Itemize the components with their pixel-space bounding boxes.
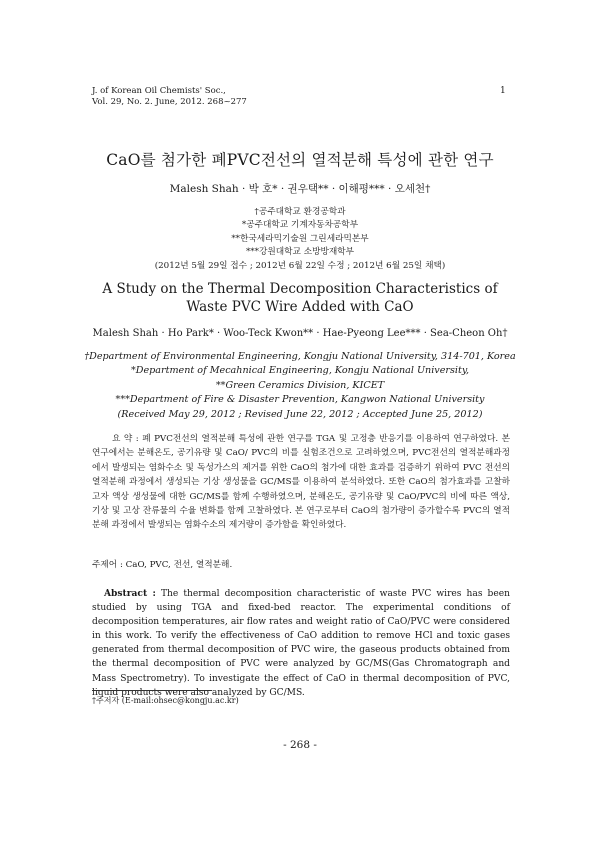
journal-line-1: J. of Korean Oil Chemists' Soc., [92,86,226,96]
korean-keywords: 주제어 : CaO, PVC, 전선, 열적분해. [92,560,233,570]
korean-affiliation: †공주대학교 환경공학과 [254,207,346,217]
english-title-line-1: A Study on the Thermal Decomposition Characteristics of [102,281,498,297]
journal-citation [92,86,247,108]
journal-line-2: Vol. 29, No. 2. June, 2012. 268~277 [92,97,247,107]
abstract-text: The thermal decomposition characteristic of waste PVC wires has been studied by using TGA and fixed-bed reactor. The experimental conditions of decomposition temperatures, air flow rates and weight ratio of CaO/PVC were considered in this work. To verify the effectiveness of CaO addition to remove HCl and toxic gases generated from thermal decomposition of PVC wire, the gaseous products obtained from the thermal decomposition of PVC were analyzed by GC/MS(Gas Chromatograph and Mass Spectrometry). To investigate the effect of CaO in thermal decomposition of PVC, liquid products were also analyzed by GC/MS. [92,589,510,698]
footer-page-number: - 268 - [283,739,317,751]
english-affiliation: **Green Ceramics Division, KICET [215,379,385,391]
korean-title: CaO를 첨가한 폐PVC전선의 열적분해 특성에 관한 연구 [106,151,494,169]
korean-affiliation: ***강원대학교 소방방재학부 [245,247,355,258]
footnote: †주저자 (E-mail:ohsec@kongju.ac.kr) [92,696,239,705]
english-affiliation: *Department of Mecahnical Engineering, Kongju National University, [130,365,470,377]
english-authors: Malesh Shah · Ho Park* · Woo-Teck Kwon** · Hae-Pyeong Lee*** · Sea-Cheon Oh† [92,328,508,339]
english-affiliations [0,350,600,422]
english-title [0,281,600,316]
korean-affiliations [0,206,600,273]
korean-abstract: 요 약 : 폐 PVC전선의 열적분해 특성에 관한 연구를 TGA 및 고정층 반응기를 이용하여 연구하였다. 본 연구에서는 분해온도, 공기유량 및 CaO/ PVC의 비를 실험조건으로 고려하였으며, PVC전선의 열적분해과정에서 발생되는 염화수소 및 독성가스의 제거를 위한 CaO의 첨가에 대한 효과를 검증하기 위하여 PVC 전선의 열적분해 과정에서 생성되는 기상 생성물을 GC/MS를 이용하여 분석하였다. 또한 CaO의 첨가효과를 고찰하고자 액상 생성물에 대한 GC/MS를 함께 수행하였으며, 분해온도, 공기유량 및 CaO/PVC의 비에 따른 액상, 기상 및 고상 잔류물의 수율 변화를 함께 고찰하였다. 본 연구로부터 CaO의 첨가량이 증가할수록 PVC의 열적분해 과정에서 발생되는 염화수소의 제거량이 증가함을 확인하였다. [92,434,510,531]
english-abstract [92,587,510,700]
english-affiliation: ***Department of Fire & Disaster Prevention, Kangwon National University [115,394,485,406]
abstract-label: Abstract : [104,588,156,599]
korean-affiliation: *공주대학교 기계자동차공학부 [241,220,359,231]
english-affiliation: †Department of Environmental Engineering, Kongju National University, 314-701, Korea [84,351,516,362]
english-dates: (Received May 29, 2012 ; Revised June 22, 2012 ; Accepted June 25, 2012) [117,408,483,420]
english-title-line-2: Waste PVC Wire Added with CaO [186,298,414,315]
header-page-number: 1 [500,86,506,96]
korean-affiliation: **한국세라믹기술원 그린세라믹본부 [231,233,369,244]
korean-authors: Malesh Shah · 박 호* · 권우택** · 이해평*** · 오세천† [169,183,431,195]
korean-dates: (2012년 5월 29일 접수 ; 2012년 6월 22일 수정 ; 2012년 6월 25일 채택) [154,260,446,271]
footnote-rule [92,690,212,691]
